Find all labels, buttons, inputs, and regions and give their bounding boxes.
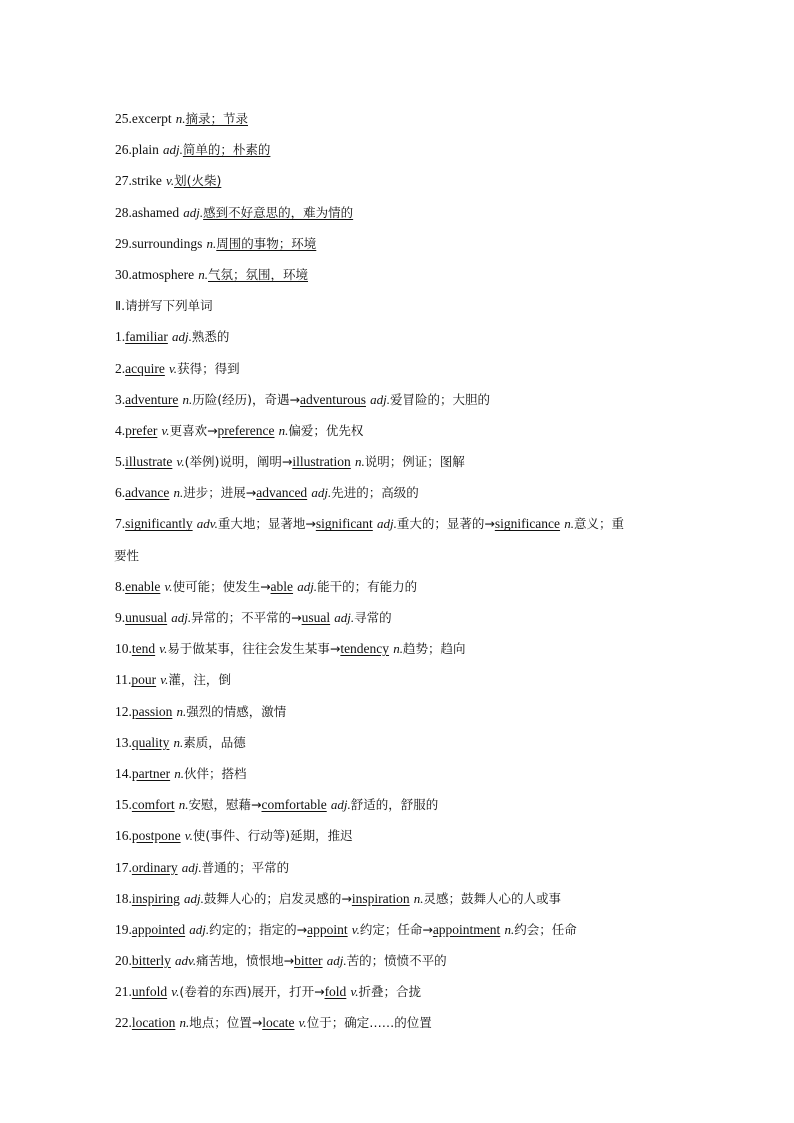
chinese-meaning: 灵感；鼓舞人心的人或事 — [423, 890, 562, 906]
part-of-speech: v. — [166, 173, 175, 189]
part-of-speech: adv. — [175, 953, 197, 969]
part-of-speech: adj. — [370, 391, 390, 407]
item-number: 27. — [115, 173, 132, 189]
english-word: plain — [131, 142, 159, 158]
chinese-meaning: 熟悉的 — [191, 329, 230, 345]
part-of-speech: n. — [206, 235, 217, 251]
item-number: 17. — [115, 859, 132, 875]
chinese-meaning: 苦的；愤愤不平的 — [346, 953, 447, 969]
english-word-answer: bitter — [294, 953, 323, 969]
list-item — [115, 727, 685, 758]
part-of-speech: adv. — [196, 516, 218, 532]
document-page — [115, 103, 685, 1039]
part-of-speech: v. — [176, 454, 185, 470]
english-word-answer: postpone — [131, 828, 181, 844]
chinese-meaning: 更喜欢→ — [169, 422, 218, 438]
chinese-meaning: 使(事件、行动等)延期，推迟 — [192, 828, 353, 844]
part-of-speech: adj. — [326, 953, 347, 969]
english-word-answer: appointed — [131, 921, 186, 937]
part-of-speech: adj. — [163, 142, 183, 158]
part-of-speech: n. — [178, 797, 189, 813]
item-number: 30. — [115, 266, 132, 282]
chinese-meaning: 痛苦地，愤恨地→ — [196, 953, 295, 969]
english-word-answer: illustrate — [125, 454, 173, 470]
part-of-speech: n. — [174, 765, 184, 781]
part-of-speech: n. — [504, 921, 515, 937]
chinese-meaning: 获得；得到 — [177, 360, 240, 376]
list-item — [115, 758, 685, 789]
chinese-meaning: 舒适的，舒服的 — [350, 797, 439, 813]
part-of-speech: v. — [350, 984, 359, 1000]
list-item — [115, 197, 685, 228]
part-of-speech: n. — [182, 391, 193, 407]
part-of-speech: v. — [169, 360, 178, 376]
chinese-meaning: 要性 — [114, 547, 140, 563]
english-word-answer: appointment — [432, 921, 501, 937]
chinese-meaning: 地点；位置→ — [189, 1015, 263, 1031]
item-number: 21. — [115, 984, 132, 1000]
list-item — [115, 1007, 685, 1038]
chinese-meaning: 折叠；合拢 — [358, 984, 422, 1000]
vocab-list-section-1 — [115, 103, 685, 290]
part-of-speech: adj. — [184, 890, 204, 906]
part-of-speech: n. — [179, 1015, 190, 1031]
list-item — [115, 571, 685, 602]
english-word-answer: tendency — [340, 641, 390, 657]
english-word-answer: prefer — [125, 422, 158, 438]
part-of-speech: adj. — [330, 797, 351, 813]
chinese-meaning: 寻常的 — [354, 610, 392, 625]
list-item — [115, 664, 685, 695]
list-item — [115, 945, 685, 976]
chinese-meaning-answer: 划(火柴) — [174, 173, 222, 189]
english-word-answer: acquire — [125, 360, 165, 376]
item-number: 13. — [115, 734, 132, 750]
english-word: ashamed — [131, 204, 180, 220]
list-item — [115, 789, 685, 820]
english-word-answer: familiar — [125, 329, 168, 345]
list-item — [115, 883, 685, 914]
chinese-meaning: 位于；确定……的位置 — [306, 1015, 432, 1031]
item-number: 3. — [115, 391, 126, 407]
chinese-meaning: 异常的；不平常的→ — [191, 610, 302, 625]
item-number: 19. — [115, 921, 132, 937]
english-word-answer: locate — [262, 1015, 295, 1031]
chinese-meaning-answer: 简单的；朴素的 — [182, 142, 271, 158]
chinese-meaning: (卷着的东西)展开，打开→ — [179, 984, 325, 1000]
item-number: 8. — [115, 578, 126, 594]
chinese-meaning: 历险(经历)，奇遇→ — [192, 391, 300, 407]
vocab-list-section-2 — [115, 321, 685, 1038]
part-of-speech: adj. — [171, 610, 192, 625]
english-word: surroundings — [131, 235, 203, 251]
part-of-speech: n. — [278, 422, 289, 438]
chinese-meaning: 易于做某事，往往会发生某事→ — [167, 641, 341, 657]
part-of-speech: n. — [173, 485, 184, 501]
list-item — [115, 228, 685, 259]
list-item — [115, 165, 685, 196]
chinese-meaning: 重大地；显著地→ — [217, 516, 316, 532]
chinese-meaning: 意义；重 — [573, 516, 624, 532]
chinese-meaning: 伙伴；搭档 — [184, 765, 247, 781]
chinese-meaning: 约定的；指定的→ — [209, 921, 308, 937]
chinese-meaning-answer: 气氛；氛围，环境 — [208, 266, 309, 282]
item-number: 20. — [115, 953, 132, 969]
item-number: 12. — [115, 703, 132, 719]
part-of-speech: v. — [171, 984, 180, 1000]
english-word-answer: passion — [131, 703, 173, 719]
part-of-speech: adj. — [376, 516, 397, 532]
english-word-answer: preference — [217, 422, 275, 438]
english-word-answer: unfold — [131, 984, 168, 1000]
english-word-answer: advanced — [256, 485, 308, 501]
english-word-answer: ordinary — [131, 859, 178, 875]
item-number: 6. — [115, 485, 126, 501]
english-word-answer: advance — [125, 485, 170, 501]
part-of-speech: v. — [351, 921, 360, 937]
chinese-meaning-answer: 感到不好意思的，难为情的 — [203, 204, 354, 220]
chinese-meaning: 先进的；高级的 — [331, 485, 419, 501]
list-item — [115, 321, 685, 352]
english-word-answer: quality — [131, 734, 170, 750]
part-of-speech: adj. — [172, 329, 192, 345]
chinese-meaning: 使可能；使发生→ — [172, 578, 271, 594]
chinese-meaning: 爱冒险的；大胆的 — [389, 391, 490, 407]
list-item — [115, 103, 685, 134]
part-of-speech: v. — [298, 1015, 307, 1031]
english-word: atmosphere — [131, 266, 195, 282]
part-of-speech: v. — [159, 641, 168, 657]
item-number: 26. — [115, 142, 132, 158]
english-word-answer: significance — [494, 516, 561, 532]
part-of-speech: n. — [393, 641, 403, 657]
item-number: 22. — [115, 1015, 132, 1031]
list-item — [115, 384, 685, 415]
part-of-speech: adj. — [189, 921, 210, 937]
chinese-meaning: 安慰，慰藉→ — [188, 797, 262, 813]
english-word-answer: significantly — [125, 516, 193, 532]
part-of-speech: n. — [564, 516, 574, 532]
part-of-speech: v. — [184, 828, 193, 844]
part-of-speech: adj. — [334, 610, 355, 625]
chinese-meaning: 素质，品德 — [183, 734, 246, 750]
chinese-meaning-answer: 周围的事物；环境 — [216, 235, 317, 251]
part-of-speech: n. — [413, 890, 424, 906]
chinese-meaning: 偏爱；优先权 — [288, 422, 364, 438]
chinese-meaning: 说明；例证；图解 — [364, 454, 465, 470]
part-of-speech: adj. — [311, 485, 332, 501]
item-number: 11. — [115, 672, 132, 688]
list-item — [115, 508, 685, 539]
english-word-answer: comfortable — [261, 797, 327, 813]
english-word-answer: unusual — [125, 610, 168, 625]
english-word-answer: adventurous — [299, 391, 366, 407]
chinese-meaning: 能干的；有能力的 — [317, 578, 418, 594]
part-of-speech: v. — [160, 672, 169, 688]
english-word-answer: significant — [315, 516, 373, 532]
english-word: strike — [131, 173, 162, 189]
part-of-speech: adj. — [297, 578, 318, 594]
list-item — [115, 415, 685, 446]
chinese-meaning: 普通的；平常的 — [201, 859, 290, 875]
list-item — [115, 976, 685, 1007]
part-of-speech: adj. — [181, 859, 202, 875]
item-number: 9. — [115, 610, 126, 625]
list-item — [115, 696, 685, 727]
english-word-answer: location — [131, 1015, 176, 1031]
chinese-meaning: 重大的；显著的→ — [396, 516, 495, 532]
chinese-meaning: 灌，注，倒 — [168, 672, 231, 688]
english-word-answer: pour — [131, 672, 157, 688]
english-word-answer: fold — [324, 984, 347, 1000]
english-word-answer: appoint — [307, 921, 348, 937]
chinese-meaning: 进步；进展→ — [183, 485, 257, 501]
english-word-answer: enable — [125, 578, 161, 594]
list-item — [115, 446, 685, 477]
english-word-answer: able — [270, 578, 294, 594]
chinese-meaning: 趋势；趋向 — [402, 641, 466, 657]
english-word-answer: comfort — [131, 797, 175, 813]
part-of-speech: v. — [164, 578, 173, 594]
item-number: 7. — [115, 516, 126, 532]
item-number: 18. — [115, 890, 132, 906]
item-number: 15. — [115, 797, 132, 813]
part-of-speech: n. — [173, 734, 184, 750]
item-number: 4. — [115, 422, 126, 438]
item-number: 2. — [115, 360, 126, 376]
item-number: 1. — [115, 329, 126, 345]
part-of-speech: n. — [198, 266, 208, 282]
item-number: 25. — [115, 111, 132, 126]
list-item — [115, 820, 685, 851]
english-word-answer: bitterly — [131, 953, 171, 969]
list-item — [115, 259, 685, 290]
item-number: 10. — [115, 641, 132, 657]
english-word-answer: inspiration — [351, 890, 410, 906]
chinese-meaning-answer: 摘录；节录 — [185, 111, 249, 126]
chinese-meaning: 约定；任命→ — [359, 921, 433, 937]
english-word-answer: partner — [131, 765, 171, 781]
list-item — [115, 633, 685, 664]
part-of-speech: n. — [354, 454, 365, 470]
list-item — [115, 602, 685, 633]
english-word-answer: inspiring — [131, 890, 180, 906]
part-of-speech: v. — [161, 422, 170, 438]
item-number: 5. — [115, 454, 126, 470]
list-item — [115, 914, 685, 945]
item-number: 29. — [115, 235, 132, 251]
section-2-heading: Ⅱ.请拼写下列单词 — [115, 298, 213, 314]
list-item — [115, 353, 685, 384]
part-of-speech: n. — [176, 703, 187, 719]
english-word-answer: usual — [301, 610, 331, 625]
item-number: 16. — [115, 828, 132, 844]
list-item-continuation — [114, 540, 685, 571]
chinese-meaning: 强烈的情感，激情 — [186, 703, 287, 719]
chinese-meaning: (举例)说明，阐明→ — [184, 454, 293, 470]
part-of-speech: adj. — [183, 204, 204, 220]
english-word-answer: adventure — [125, 391, 179, 407]
part-of-speech: n. — [175, 111, 186, 126]
english-word: excerpt — [131, 111, 172, 126]
chinese-meaning: 鼓舞人心的；启发灵感的→ — [203, 890, 352, 906]
list-item — [115, 134, 685, 165]
item-number: 14. — [115, 765, 132, 781]
english-word-answer: tend — [131, 641, 156, 657]
chinese-meaning: 约会；任命 — [514, 921, 577, 937]
list-item — [115, 852, 685, 883]
item-number: 28. — [115, 204, 132, 220]
list-item — [115, 477, 685, 508]
english-word-answer: illustration — [292, 454, 351, 470]
